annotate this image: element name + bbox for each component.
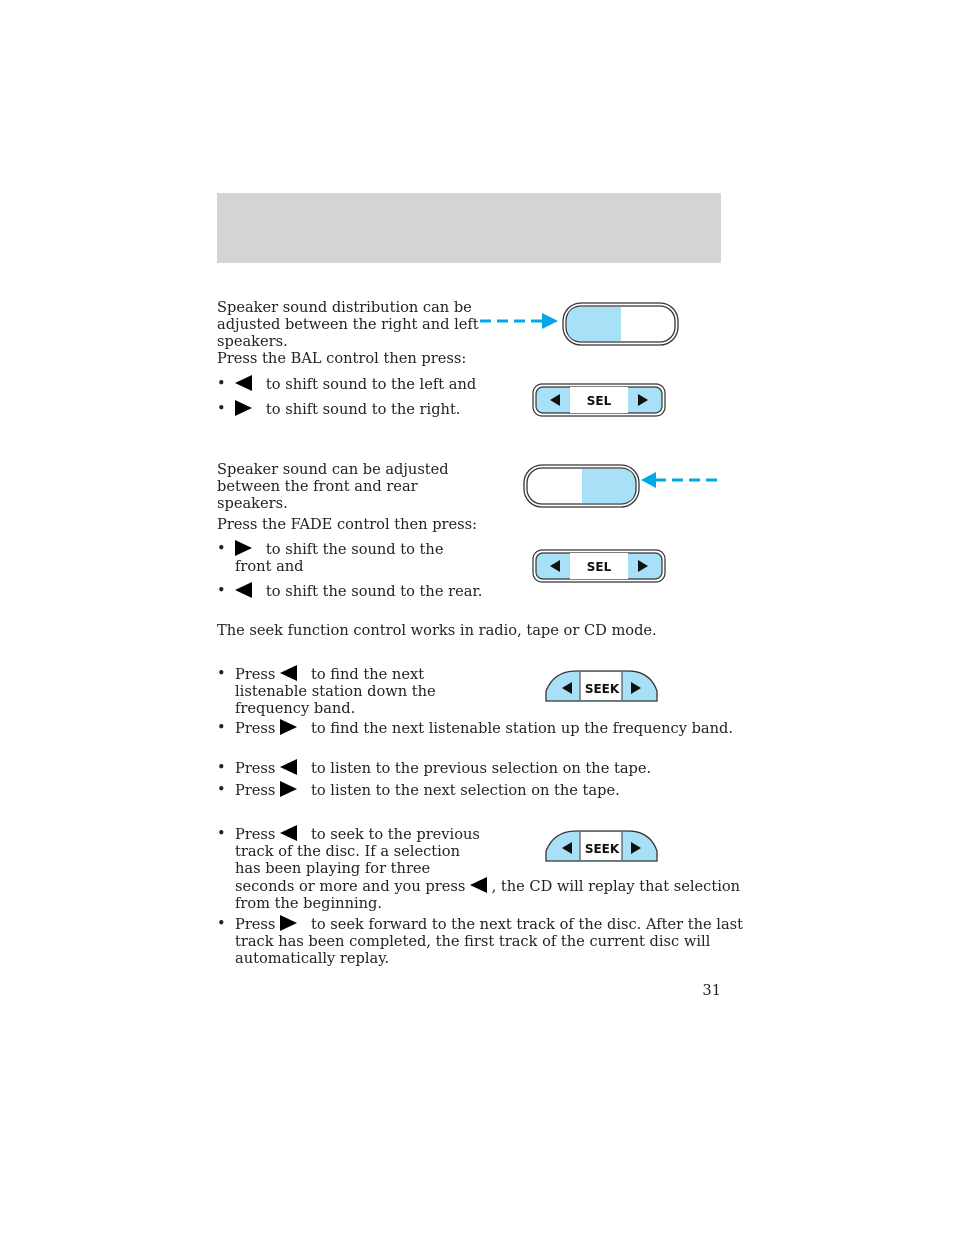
text: frequency band. [235,700,356,717]
text: listenable station down the [235,683,436,700]
text-line: between the front and rear [217,478,418,495]
right-arrow-icon [280,781,297,797]
arrow-head-icon [641,472,656,488]
text: from the beginning. [235,895,383,912]
text: Press [235,760,276,777]
fade-button-illustration [521,461,723,511]
text-line: Speaker sound distribution can be [217,299,472,316]
bullet: • [217,375,226,392]
right-arrow-icon [235,540,252,556]
text-line: Speaker sound can be adjusted [217,461,449,478]
left-arrow-icon [470,877,487,893]
bullet: • [217,915,226,932]
fade-button-highlight [582,469,635,503]
bullet: • [217,781,226,798]
text: Press [235,720,276,737]
arrow-head-icon [542,313,558,329]
page-number: 31 [702,982,721,999]
sel-button-balance [532,383,668,419]
bullet: • [217,400,226,417]
text: to shift sound to the right. [265,401,461,418]
text-line: speakers. [217,333,288,350]
text: automatically replay. [235,950,390,967]
section-header-band [217,193,721,263]
text: seconds or more and you press [235,878,466,895]
text: to find the next listenable station up the frequency band. [310,720,734,737]
fade-instruction: Press the FADE control then press: [217,516,478,533]
left-arrow-icon [280,665,297,681]
balance-instruction: Press the BAL control then press: [217,350,467,367]
text: track of the disc. If a selection [235,843,460,860]
left-arrow-icon [235,582,252,598]
bullet: • [217,582,226,599]
sel-label: SEL [586,394,612,408]
text: has been playing for three [235,860,431,877]
text: , the CD will replay that selection [491,878,741,895]
bullet: • [217,759,226,776]
left-arrow-icon [280,825,297,841]
left-arrow-icon [235,375,252,391]
seek-button-cd [544,829,660,863]
text-line: speakers. [217,495,288,512]
text: to seek to the previous [310,826,480,843]
bal-button-highlight [567,307,621,341]
text: to listen to the next selection on the tape. [310,782,620,799]
bullet: • [217,719,226,736]
text: to shift the sound to the rear. [265,583,483,600]
text: Press [235,826,276,843]
fade-description [217,461,449,512]
seek-intro: The seek function control works in radio, tape or CD mode. [217,622,657,639]
left-arrow-icon [280,759,297,775]
text: Press [235,666,276,683]
text: to seek forward to the next track of the disc. After the last [310,916,744,933]
sel-button-fade [532,549,668,585]
bullet: • [217,825,226,842]
text: to listen to the previous selection on the tape. [310,760,652,777]
text: to find the next [310,666,425,683]
seek-button-radio [544,669,660,703]
right-arrow-icon [280,915,297,931]
seek-label: SEEK [584,842,620,856]
right-arrow-icon [235,400,252,416]
seek-label: SEEK [584,682,620,696]
bal-button-illustration [476,298,682,350]
sel-label: SEL [586,560,612,574]
text: to shift the sound to the [265,541,444,558]
text: track has been completed, the first track of the current disc will [235,933,711,950]
right-arrow-icon [280,719,297,735]
balance-description [217,299,479,350]
text: to shift sound to the left and [265,376,477,393]
text: Press [235,782,276,799]
bullet: • [217,540,226,557]
text-line: adjusted between the right and left [217,316,479,333]
bullet: • [217,665,226,682]
text: Press [235,916,276,933]
text: front and [235,558,304,575]
